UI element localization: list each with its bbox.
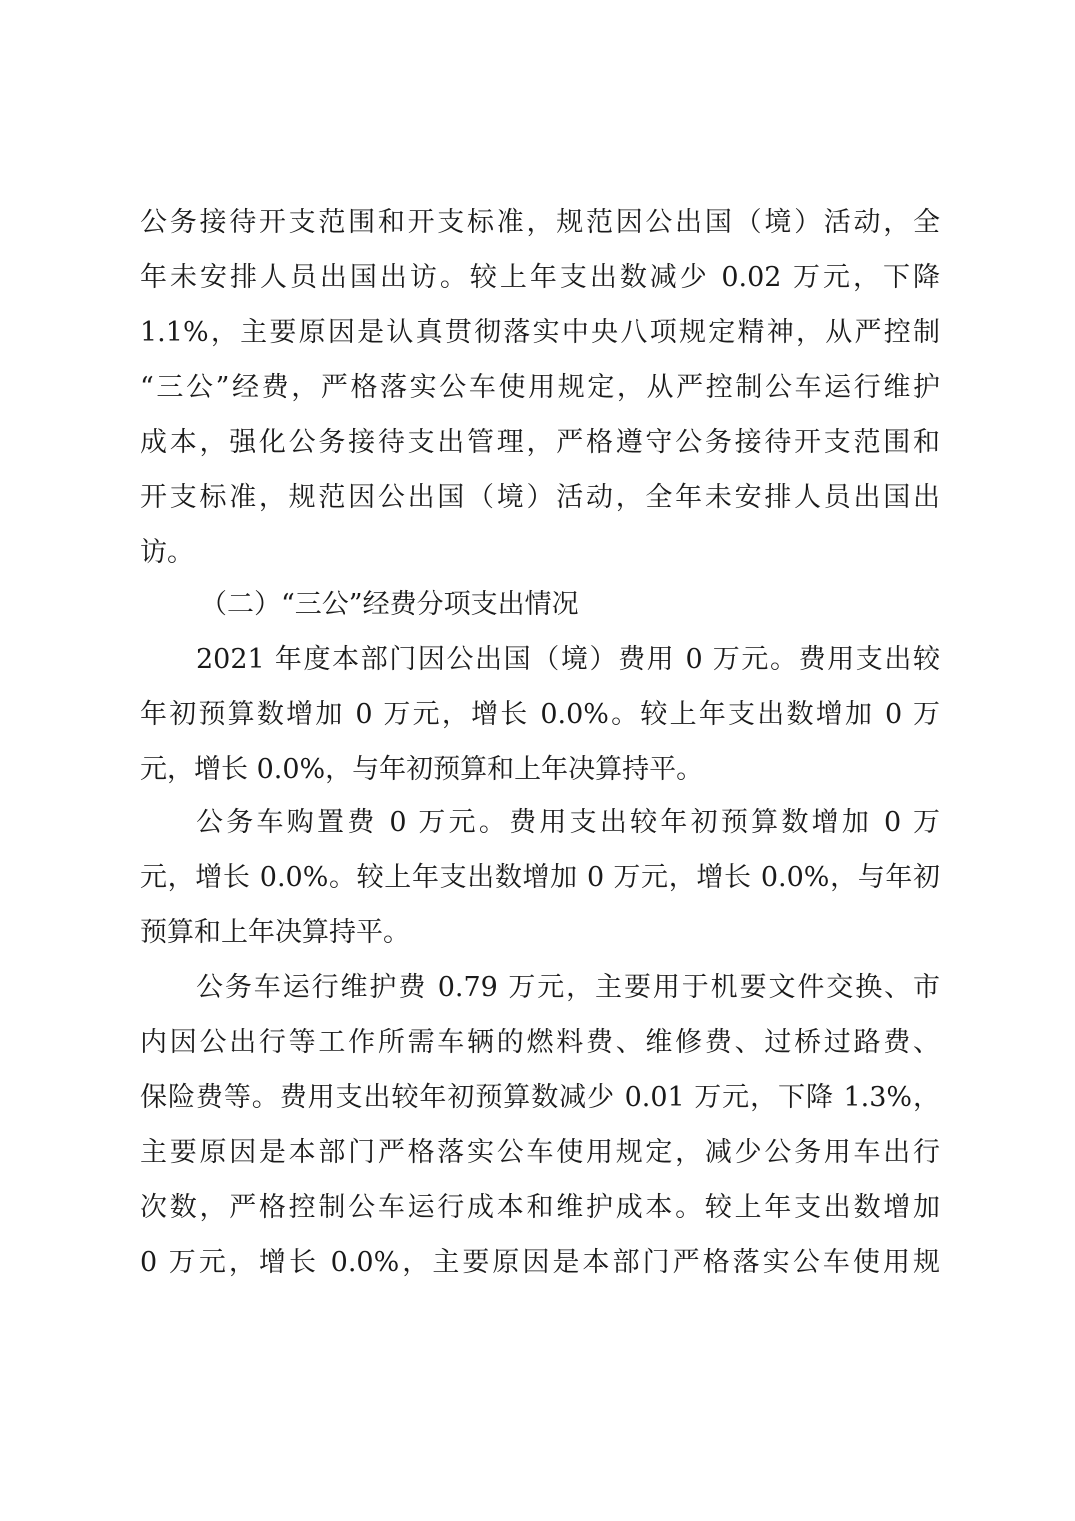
text-line: 成本，强化公务接待支出管理，严格遵守公务接待开支范围和 bbox=[140, 427, 940, 458]
text-line: 公务车运行维护费 0.79 万元，主要用于机要文件交换、市 bbox=[196, 972, 940, 1003]
text-line: 开支标准，规范因公出国（境）活动，全年未安排人员出国出 bbox=[140, 482, 940, 513]
section-heading: （二）“三公”经费分项支出情况 bbox=[200, 589, 579, 620]
text-line: 内因公出行等工作所需车辆的燃料费、维修费、过桥过路费、 bbox=[140, 1027, 940, 1058]
text-line: 元，增长 0.0%，与年初预算和上年决算持平。 bbox=[140, 754, 704, 785]
text-line: 公务车购置费 0 万元。费用支出较年初预算数增加 0 万 bbox=[196, 807, 940, 838]
text-line: 公务接待开支范围和开支标准，规范因公出国（境）活动，全 bbox=[140, 207, 940, 238]
text-line: 2021 年度本部门因公出国（境）费用 0 万元。费用支出较 bbox=[196, 644, 940, 675]
text-line: 0 万元，增长 0.0%，主要原因是本部门严格落实公车使用规 bbox=[140, 1247, 940, 1278]
text-line: 年未安排人员出国出访。较上年支出数减少 0.02 万元，下降 bbox=[140, 262, 940, 293]
text-line: 年初预算数增加 0 万元，增长 0.0%。较上年支出数增加 0 万 bbox=[140, 699, 940, 730]
text-line: 元，增长 0.0%。较上年支出数增加 0 万元，增长 0.0%，与年初 bbox=[140, 862, 940, 893]
text-line: “三公”经费，严格落实公车使用规定，从严控制公车运行维护 bbox=[140, 372, 940, 403]
text-line: 主要原因是本部门严格落实公车使用规定，减少公务用车出行 bbox=[140, 1137, 940, 1168]
text-line: 保险费等。费用支出较年初预算数减少 0.01 万元，下降 1.3%， bbox=[140, 1082, 940, 1113]
text-line: 访。 bbox=[140, 537, 194, 568]
text-line: 1.1%，主要原因是认真贯彻落实中央八项规定精神，从严控制 bbox=[140, 317, 940, 348]
text-line: 预算和上年决算持平。 bbox=[140, 917, 410, 948]
text-line: 次数，严格控制公车运行成本和维护成本。较上年支出数增加 bbox=[140, 1192, 940, 1223]
